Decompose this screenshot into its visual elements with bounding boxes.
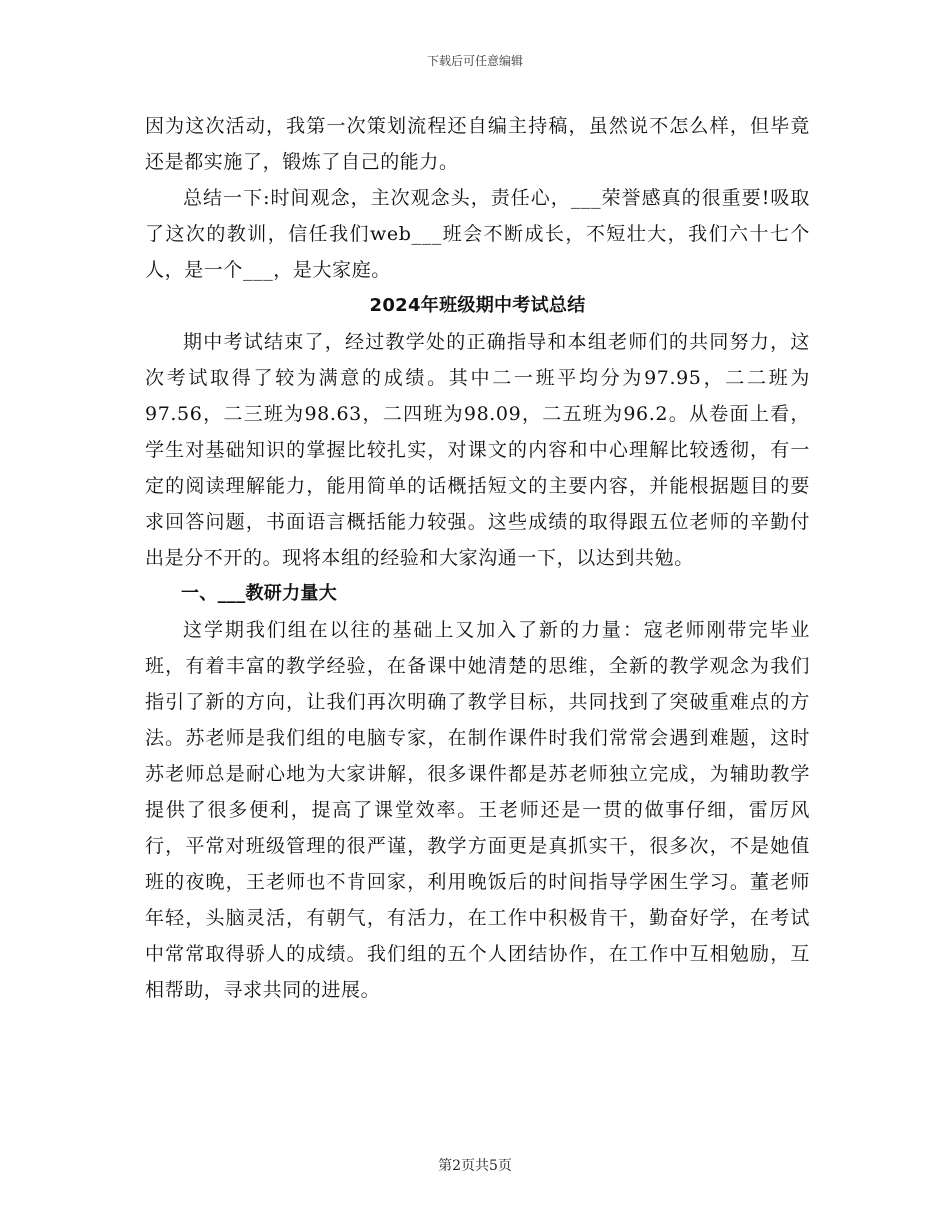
page-header-note: 下载后可任意编辑 — [426, 54, 523, 68]
document-body — [145, 108, 810, 1008]
paragraph: 因为这次活动，我第一次策划流程还自编主持稿，虽然说不怎么样，但毕竟还是都实施了，锻炼了自己的能力。 — [145, 115, 810, 173]
paragraph: 这学期我们组在以往的基础上又加入了新的力量：寇老师刚带完毕业班，有着丰富的教学经验，在备课中她清楚的思维，全新的教学观念为我们指引了新的方向，让我们再次明确了教学目标，共同找到了突破重难点的方法。苏老师是我们组的电脑专家，在制作课件时我们常常会遇到难题，这时苏老师总是耐心地为大家讲解，很多课件都是苏老师独立完成，为辅助教学提供了很多便利，提高了课堂效率。王老师还是一贯的做事仔细，雷厉风行，平常对班级管理的很严谨，教学方面更是真抓实干，很多次，不是她值班的夜晚，王老师也不肯回家，利用晚饭后的时间指导学困生学习。董老师年轻，头脑灵活，有朝气，有活力，在工作中积极肯干，勤奋好学，在考试中常常取得骄人的成绩。我们组的五个人团结协作，在工作中互相勉励，互相帮助，寻求共同的进展。 — [145, 619, 810, 1001]
page-number: 第2页共5页 — [438, 1158, 512, 1174]
document-title: 2024年班级期中考试总结 — [369, 295, 586, 316]
paragraph: 总结一下:时间观念，主次观念头，责任心，___荣誉感真的很重要!吸取了这次的教训，信任我们web___班会不断成长，不短壮大，我们六十七个人，是一个___，是大家庭。 — [145, 187, 810, 281]
paragraph: 期中考试结束了，经过教学处的正确指导和本组老师们的共同努力，这次考试取得了较为满意的成绩。其中二一班平均分为97.95，二二班为97.56，二三班为98.63，二四班为98.09，二五班为96.2。从卷面上看，学生对基础知识的掌握比较扎实，对课文的内容和中心理解比较透彻，有一定的阅读理解能力，能用简单的话概括短文的主要内容，并能根据题目的要求回答问题，书面语言概括能力较强。这些成绩的取得跟五位老师的辛勤付出是分不开的。现将本组的经验和大家沟通一下，以达到共勉。 — [145, 331, 810, 569]
section-heading: 一、___教研力量大 — [181, 583, 337, 604]
